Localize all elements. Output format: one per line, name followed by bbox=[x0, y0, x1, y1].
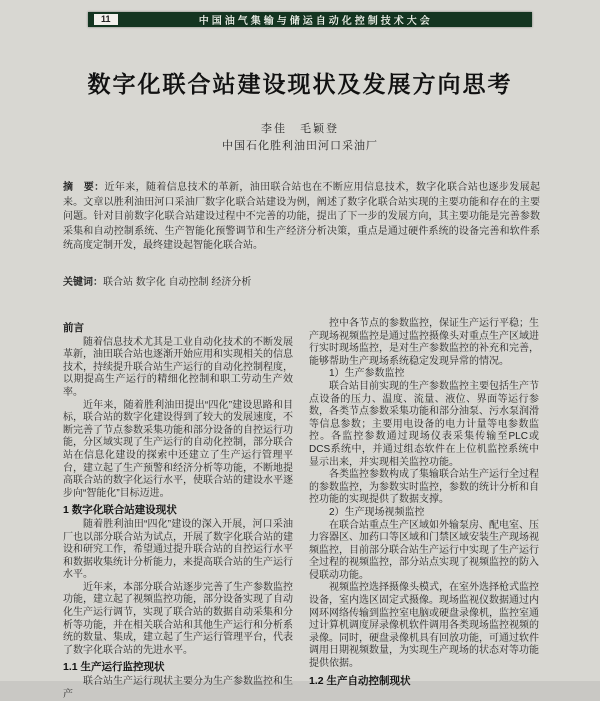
section-heading: 1 数字化联合站建设现状 bbox=[63, 504, 177, 517]
abstract bbox=[63, 181, 540, 254]
body-paragraph: 控中各节点的参数监控，保证生产运行平稳；生产现场视频监控是通过监控摄像头对重点生产区域进行实时现场监控，是对生产参数监控的补充和完善，能够帮助生产现场系统稳定发现异常的情况。 bbox=[309, 318, 539, 367]
body-paragraph: 视频监控选择摄像头模式，在室外选择枪式监控设备，室内选区固定式摄像。现场监视仪数据通过内网环网络传输到监控室电脑或硬盘录像机，监控室通过计算机调度屏录像机软件调用各类现场监控视频的录像。同时，硬盘录像机具有回放功能，可通过软件调用日期视频数量，为实现生产现场的状态对等功能提供依据。 bbox=[309, 582, 539, 670]
keywords-label: 关键词： bbox=[63, 277, 103, 288]
section-heading: 1.2 生产自动控制现状 bbox=[309, 674, 411, 687]
body-paragraph: 随着胜利油田“四化”建设的深入开展，河口采油厂也以部分联合站为试点，开展了数字化联合站的建设和研究工作，希望通过提升联合站的自控运行水平和数据收集统计分析能力，来提高联合站的生产运行水平。 bbox=[63, 518, 293, 581]
authors: 李佳 毛颖登 bbox=[261, 123, 339, 135]
body-paragraph: 近年来，本部分联合站逐步完善了生产参数监控功能，建立起了视频监控功能，部分设备实现了自动化生产运行调节，实现了联合站的数据自动采集和分析等功能，并在相关联合站和其他生产运行和分析系统的数量、集成，建立起了生产运行管理平台，代表了数字化联合站的先进水平。 bbox=[63, 581, 293, 656]
paper-title: 数字化联合站建设现状及发展方向思考 bbox=[87, 71, 513, 97]
page-number: 11 bbox=[94, 14, 118, 25]
body-paragraph: 在联合站重点生产区域如外输泵房、配电室、压力容器区、加药口等区域和门禁区域安装生产现场视频监控，目前部分联合站生产运行中实现了生产运行全过程的视频监控，部分站点实现了视频监控的防入侵联动功能。 bbox=[309, 519, 539, 581]
banner-title: 中国油气集输与储运自动化控制技术大会 bbox=[198, 16, 433, 27]
body-paragraph: 2）生产现场视频监控 bbox=[329, 506, 425, 518]
body-paragraph: 随着信息技术尤其是工业自动化技术的不断发展革新，油田联合站也逐渐开始应用和实现相关的信息技术，持续提升联合站生产运行的自动化控制程度，以期提高生产运行的精细化控制和职工劳动生产效率。 bbox=[63, 336, 293, 398]
section-heading: 前言 bbox=[63, 322, 84, 334]
abstract-text: 近年来，随着信息技术的革新，油田联合站也在不断应用信息技术，数字化联合站也逐步发展起来。文章以胜利油田河口采油厂数字化联合站建设为例，阐述了数字化联合站实现的主要功能和存在的主要问题。针对目前数字化联合站建设过程中不完善的功能，提出了下一步的发展方向，其主要功能是完善参数采集和自动控制系统、生产智能化预警调节和生产经济分析决策，重点是通过硬件系统的设备完善和软件系统高度定制开发，最终建设起智能化联合站。 bbox=[63, 182, 541, 251]
body-paragraph: 联合站目前实现的生产参数监控主要包括生产节点设备的压力、温度、流量、液位、界面等运行参数，各类节点参数采集功能和部分油泵、污水泵润滑等信息参数；主要用电设备的电力计量等电参数监控。各监控参数通过现场仪表采集传输至PLC或DCS系统中，并通过组态软件在上位机监控系统中显示出来，并实现相关监控功能。 bbox=[309, 380, 539, 468]
body-paragraph: 联合站生产运行现状主要分为生产参数监控和生产 bbox=[63, 676, 293, 700]
abstract-label: 摘 要： bbox=[63, 182, 105, 193]
right-column bbox=[309, 318, 539, 687]
affiliation: 中国石化胜利油田河口采油厂 bbox=[222, 140, 378, 152]
conference-banner bbox=[88, 12, 532, 27]
body-paragraph: 近年来，随着胜利油田提出“四化”建设思路和目标，联合站的数字化建设得到了较大的发展速度，不断完善了节点参数采集功能和部分设备的自控运行功能，分区域实现了生产运行的自动化控制，部分联合站在信息化建设的探索中还建立了生产运行管理平台，建立起了生产预警和经济分析等功能，不断地提高联合站的数字化运行水平，使联合站的建设水平逐步向“智能化”目标迈进。 bbox=[63, 399, 293, 499]
body-columns bbox=[63, 318, 540, 700]
section-heading: 1.1 生产运行监控现状 bbox=[63, 661, 165, 674]
keywords bbox=[63, 276, 540, 290]
body-paragraph: 1）生产参数监控 bbox=[329, 368, 405, 380]
left-column bbox=[63, 318, 293, 700]
keywords-text: 联合站 数字化 自动控制 经济分析 bbox=[103, 277, 252, 288]
body-paragraph: 各类监控参数构成了集输联合站生产运行全过程的参数监控，为参数实时监控，参数的统计分析和自控功能的实现提供了数据支撑。 bbox=[309, 469, 539, 506]
